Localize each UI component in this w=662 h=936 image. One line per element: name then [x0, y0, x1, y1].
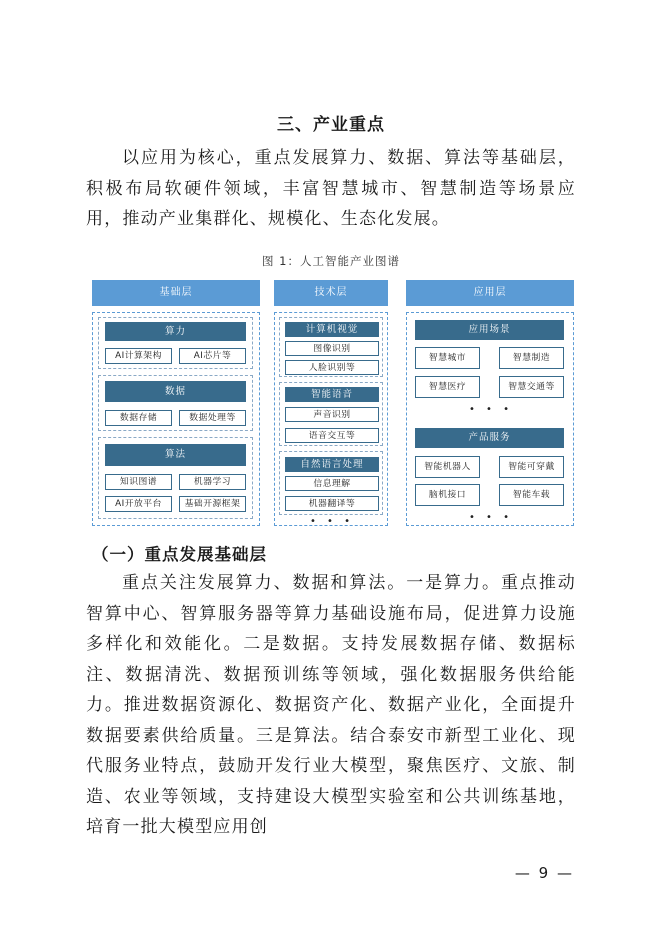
item: 机器翻译等	[285, 496, 379, 511]
item: 脑机接口	[415, 484, 480, 506]
group-nlp	[279, 451, 383, 515]
item: 数据处理等	[179, 410, 246, 426]
group-title: 算法	[105, 444, 246, 466]
group-voice	[279, 382, 383, 446]
tech-ellipsis: • • •	[309, 516, 355, 527]
item: 智能可穿戴	[499, 456, 564, 478]
item: 智能机器人	[415, 456, 480, 478]
item: 图像识别	[285, 341, 379, 356]
industry-map-diagram	[92, 280, 572, 528]
item: 语音交互等	[285, 428, 379, 443]
base-layer-box	[92, 312, 260, 526]
item: 知识图谱	[105, 474, 172, 490]
group-title: 计算机视觉	[285, 322, 379, 337]
group-vision	[279, 317, 383, 377]
group-compute	[98, 317, 253, 369]
item: AI计算架构	[105, 348, 172, 364]
item: AI芯片等	[179, 348, 246, 364]
group-title: 自然语言处理	[285, 457, 379, 472]
item: 数据存储	[105, 410, 172, 426]
app-layer-header: 应用层	[406, 280, 574, 306]
base-layer-header: 基础层	[92, 280, 260, 306]
item: 信息理解	[285, 476, 379, 491]
body-paragraph	[86, 568, 576, 843]
group-title: 算力	[105, 322, 246, 341]
group-algorithm	[98, 437, 253, 519]
item: 基础开源框架	[179, 496, 246, 512]
intro-paragraph	[86, 143, 576, 235]
section-title: 三、产业重点	[277, 115, 385, 135]
group-data	[98, 375, 253, 431]
group-title: 智能语音	[285, 387, 379, 402]
group-title-scenarios: 应用场景	[415, 320, 564, 340]
item: 智慧交通等	[499, 376, 564, 398]
app-ellipsis-2: • • •	[468, 512, 514, 523]
page-number: — 9 —	[514, 864, 574, 882]
group-title-products: 产品服务	[415, 428, 564, 448]
item: 智慧制造	[499, 347, 564, 369]
tech-layer-header: 技术层	[274, 280, 388, 306]
subsection-title: （一）重点发展基础层	[92, 545, 267, 564]
body-text: 重点关注发展算力、数据和算法。一是算力。重点推动智算中心、智算服务器等算力基础设施布局，促进算力设施多样化和效能化。二是数据。支持发展数据存储、数据标注、数据清洗、数据预训练等领域，强化数据服务供给能力。推进数据资源化、数据资产化、数据产业化，全面提升数据要素供给质量。三是算法。结合泰安市新型工业化、现代服务业特点，鼓励开发行业大模型，聚焦医疗、文旅、制造、农业等领域，支持建设大模型实验室和公共训练基地，培育一批大模型应用创	[86, 573, 576, 837]
app-ellipsis-1: • • •	[468, 404, 514, 415]
item: 人脸识别等	[285, 360, 379, 375]
figure-caption: 图 1：人工智能产业图谱	[262, 254, 400, 268]
item: 机器学习	[179, 474, 246, 490]
tech-layer-box	[274, 312, 388, 526]
item: 智慧医疗	[415, 376, 480, 398]
app-layer-box	[406, 312, 574, 526]
item: AI开放平台	[105, 496, 172, 512]
item: 声音识别	[285, 407, 379, 422]
item: 智能车载	[499, 484, 564, 506]
group-title: 数据	[105, 381, 246, 402]
item: 智慧城市	[415, 347, 480, 369]
intro-text: 以应用为核心，重点发展算力、数据、算法等基础层，积极布局软硬件领域，丰富智慧城市、智慧制造等场景应用，推动产业集群化、规模化、生态化发展。	[86, 148, 576, 229]
